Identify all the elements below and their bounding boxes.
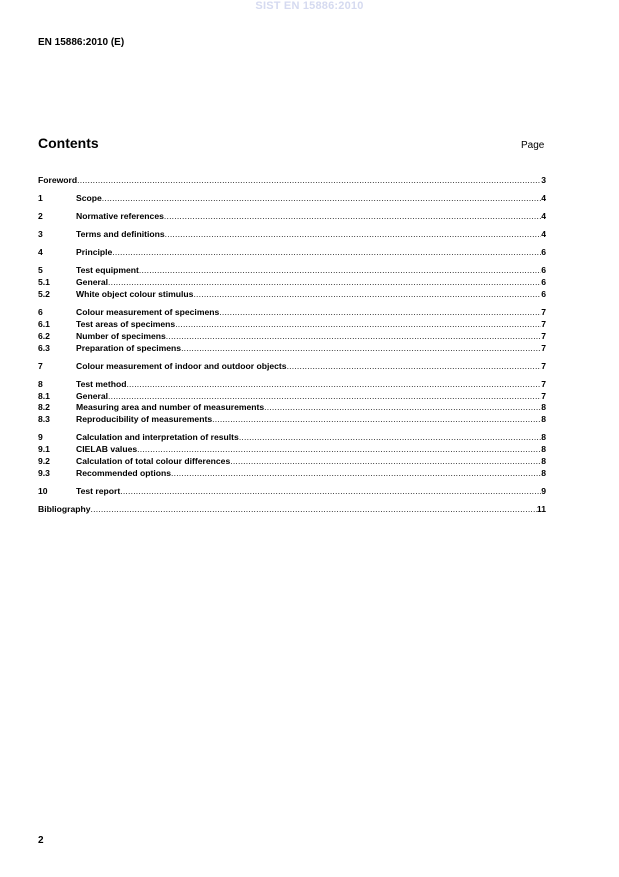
toc-dot-leader [112,247,541,259]
toc-entry[interactable] [38,379,546,391]
toc-entry-number: 9.1 [38,444,50,455]
toc-entry-title[interactable]: Test method [76,378,127,389]
toc-entry-page: 6 [541,247,546,258]
toc-entry[interactable] [38,319,546,331]
toc-entry[interactable] [38,391,546,403]
toc-entry-number: 8.2 [38,402,50,413]
toc-dot-leader [181,343,541,355]
contents-heading: Contents [38,135,99,151]
toc-entry-number: 5.2 [38,289,50,300]
toc-dot-leader [77,175,541,187]
toc-dot-leader [230,456,541,468]
toc-entry-page: 3 [541,175,546,185]
toc-entry-page: 8 [541,444,546,455]
toc-entry-page: 8 [541,432,546,443]
toc-entry-page: 8 [541,414,546,425]
toc-entry-title[interactable]: Recommended options [76,467,172,478]
toc-dot-leader [212,414,541,426]
toc-entry-number: 5.1 [38,277,50,288]
toc-entry[interactable] [38,193,546,205]
toc-entry-number: 9.2 [38,455,50,466]
toc-dot-leader [137,444,541,456]
toc-entry-title[interactable]: Terms and definitions [76,229,165,240]
toc-dot-leader [175,319,541,331]
toc-entry-number: 6.3 [38,342,50,353]
toc-entry-page: 7 [541,307,546,318]
toc-entry-page: 7 [541,378,546,389]
toc-dot-leader [166,331,541,343]
page-column-label: Page [521,140,545,151]
toc-entry-title[interactable]: Number of specimens [76,330,166,341]
toc-entry-page: 6 [541,265,546,276]
toc-entry-page: 8 [541,455,546,466]
toc-dot-leader [108,277,541,289]
toc-dot-leader [102,193,541,205]
toc-entry[interactable] [38,486,546,498]
toc-entry-title[interactable]: Normative references [76,211,164,222]
toc-entry[interactable] [38,175,546,187]
watermark: SIST EN 15886:2010 [255,0,364,12]
toc-dot-leader [287,361,542,373]
toc-entry-number: 6 [38,307,43,318]
toc-entry-number: 7 [38,360,43,371]
toc-dot-leader [171,468,541,480]
toc-entry-title[interactable]: Bibliography [38,503,91,514]
toc-dot-leader [164,211,541,223]
toc-entry[interactable] [38,468,546,480]
toc-entry-title[interactable]: Measuring area and number of measurements [76,402,265,413]
toc-entry-number: 8.1 [38,390,50,401]
toc-entry-title[interactable]: Calculation and interpretation of results [76,432,239,443]
toc-dot-leader [165,229,542,241]
toc-entry-title[interactable]: Preparation of specimens [76,342,182,353]
toc-entry-number: 2 [38,211,43,222]
toc-entry-title[interactable]: Principle [76,247,113,258]
toc-entry-number: 6.2 [38,330,50,341]
table-of-contents [38,175,546,516]
toc-entry-number: 10 [38,485,48,496]
document-id: EN 15886:2010 (E) [38,37,125,48]
toc-entry-title[interactable]: Reproducibility of measurements [76,414,213,425]
toc-entry-number: 1 [38,193,43,204]
toc-entry-page: 8 [541,467,546,478]
toc-entry-title[interactable]: Scope [76,193,102,204]
toc-entry-page: 4 [541,229,546,240]
toc-entry-number: 9.3 [38,467,50,478]
toc-entry-page: 4 [541,211,546,222]
toc-entry-title[interactable]: Test equipment [76,265,139,276]
toc-entry[interactable] [38,444,546,456]
toc-entry-number: 3 [38,229,43,240]
toc-entry[interactable] [38,247,546,259]
toc-entry[interactable] [38,343,546,355]
toc-entry[interactable] [38,432,546,444]
toc-dot-leader [239,432,541,444]
toc-entry-title[interactable]: Colour measurement of specimens [76,307,220,318]
toc-entry[interactable] [38,456,546,468]
toc-dot-leader [193,289,541,301]
toc-dot-leader [219,307,541,319]
toc-entry-page: 4 [541,193,546,204]
toc-entry-title[interactable]: CIELAB values [76,444,138,455]
toc-entry-number: 9 [38,432,43,443]
toc-entry[interactable] [38,289,546,301]
toc-entry-page: 6 [541,289,546,300]
toc-entry[interactable] [38,414,546,426]
toc-dot-leader [139,265,541,277]
toc-entry-number: 5 [38,265,43,276]
toc-entry[interactable] [38,307,546,319]
toc-entry[interactable] [38,277,546,289]
toc-entry-title[interactable]: Calculation of total colour differences [76,455,231,466]
toc-entry-title[interactable]: White object colour stimulus [76,289,194,300]
toc-dot-leader [264,402,541,414]
toc-entry[interactable] [38,504,546,516]
toc-entry-title[interactable]: Colour measurement of indoor and outdoor objects [76,360,287,371]
toc-entry-number: 8 [38,378,43,389]
toc-entry-page: 7 [541,342,546,353]
page-number: 2 [38,835,44,846]
toc-entry-number: 6.1 [38,318,50,329]
toc-dot-leader [126,379,541,391]
toc-entry-title[interactable]: Test report [76,485,121,496]
toc-entry-page: 11 [536,503,546,514]
toc-entry[interactable] [38,361,546,373]
toc-entry-title[interactable]: General [76,277,109,288]
toc-entry-page: 7 [541,318,546,329]
toc-entry-page: 6 [541,277,546,288]
toc-entry[interactable] [38,331,546,343]
toc-entry-page: 8 [541,402,546,413]
toc-entry-page: 7 [541,390,546,401]
toc-entry-title[interactable]: General [76,390,109,401]
toc-entry-page: 7 [541,330,546,341]
toc-entry-title[interactable]: Foreword [38,175,78,185]
toc-entry[interactable] [38,402,546,414]
toc-dot-leader [91,504,537,516]
toc-entry-number: 4 [38,247,43,258]
toc-entry-page: 7 [541,360,546,371]
toc-entry-number: 8.3 [38,414,50,425]
toc-dot-leader [108,391,541,403]
toc-entry-title[interactable]: Test areas of specimens [76,318,176,329]
toc-entry[interactable] [38,229,546,241]
toc-entry[interactable] [38,211,546,223]
toc-dot-leader [120,486,541,498]
toc-entry[interactable] [38,265,546,277]
toc-entry-page: 9 [541,485,546,496]
